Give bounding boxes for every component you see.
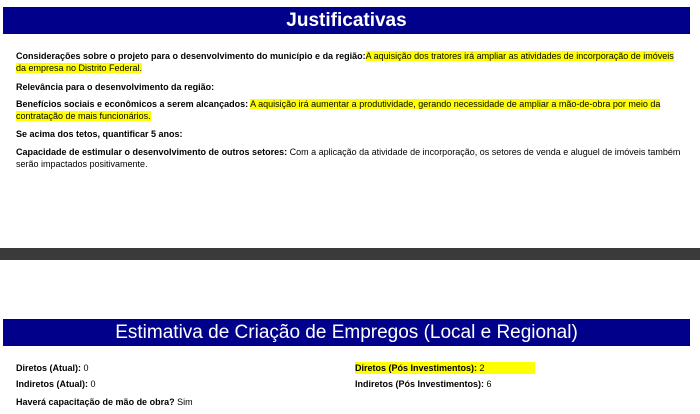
capacidade-value: Com a aplicação da atividade de incorporação, os setores de venda e aluguel de imóveis também serão impactados positivamente. — [16, 147, 681, 169]
diretos-atual-field — [16, 362, 89, 374]
capacidade-field — [16, 146, 684, 170]
indiretos-atual-label: Indiretos (Atual): — [16, 379, 88, 389]
consideracoes-value: A aquisição dos tratores irá ampliar as atividades de incorporação de imóveis da empresa no Distrito Federal. — [16, 51, 674, 73]
tetos-label: Se acima dos tetos, quantificar 5 anos: — [16, 129, 183, 139]
relevancia-field — [16, 81, 684, 93]
indiretos-pos-label: Indiretos (Pós Investimentos): — [355, 379, 485, 389]
capacitacao-value: Sim — [177, 397, 193, 407]
indiretos-atual-field — [16, 378, 96, 390]
capacidade-label: Capacidade de estimular o desenvolvimento de outros setores: — [16, 147, 288, 157]
indiretos-pos-field — [355, 378, 492, 390]
indiretos-pos-value: 6 — [486, 379, 492, 389]
empregos-header: Estimativa de Criação de Empregos (Local e Regional) — [3, 319, 690, 346]
consideracoes-field — [16, 50, 684, 74]
indiretos-atual-value: 0 — [90, 379, 96, 389]
capacitacao-field — [16, 396, 193, 408]
tetos-field — [16, 128, 684, 140]
diretos-atual-label: Diretos (Atual): — [16, 363, 81, 373]
diretos-pos-label: Diretos (Pós Investimentos): — [355, 363, 478, 373]
consideracoes-label: Considerações sobre o projeto para o desenvolvimento do município e da região: — [16, 51, 366, 61]
relevancia-label: Relevância para o desenvolvimento da região: — [16, 82, 215, 92]
diretos-pos-value: 2 — [479, 363, 485, 373]
diretos-pos-field — [355, 362, 535, 374]
diretos-atual-value: 0 — [83, 363, 89, 373]
beneficios-label: Benefícios sociais e econômicos a serem alcançados: — [16, 99, 249, 109]
beneficios-value: A aquisição irá aumentar a produtividade, gerando necessidade de ampliar a mão-de-obra por meio da contratação de mais funcionários. — [16, 99, 661, 121]
capacitacao-label: Haverá capacitação de mão de obra? — [16, 397, 175, 407]
section-divider — [0, 248, 700, 260]
beneficios-field — [16, 98, 684, 122]
justificativas-header: Justificativas — [3, 7, 690, 34]
